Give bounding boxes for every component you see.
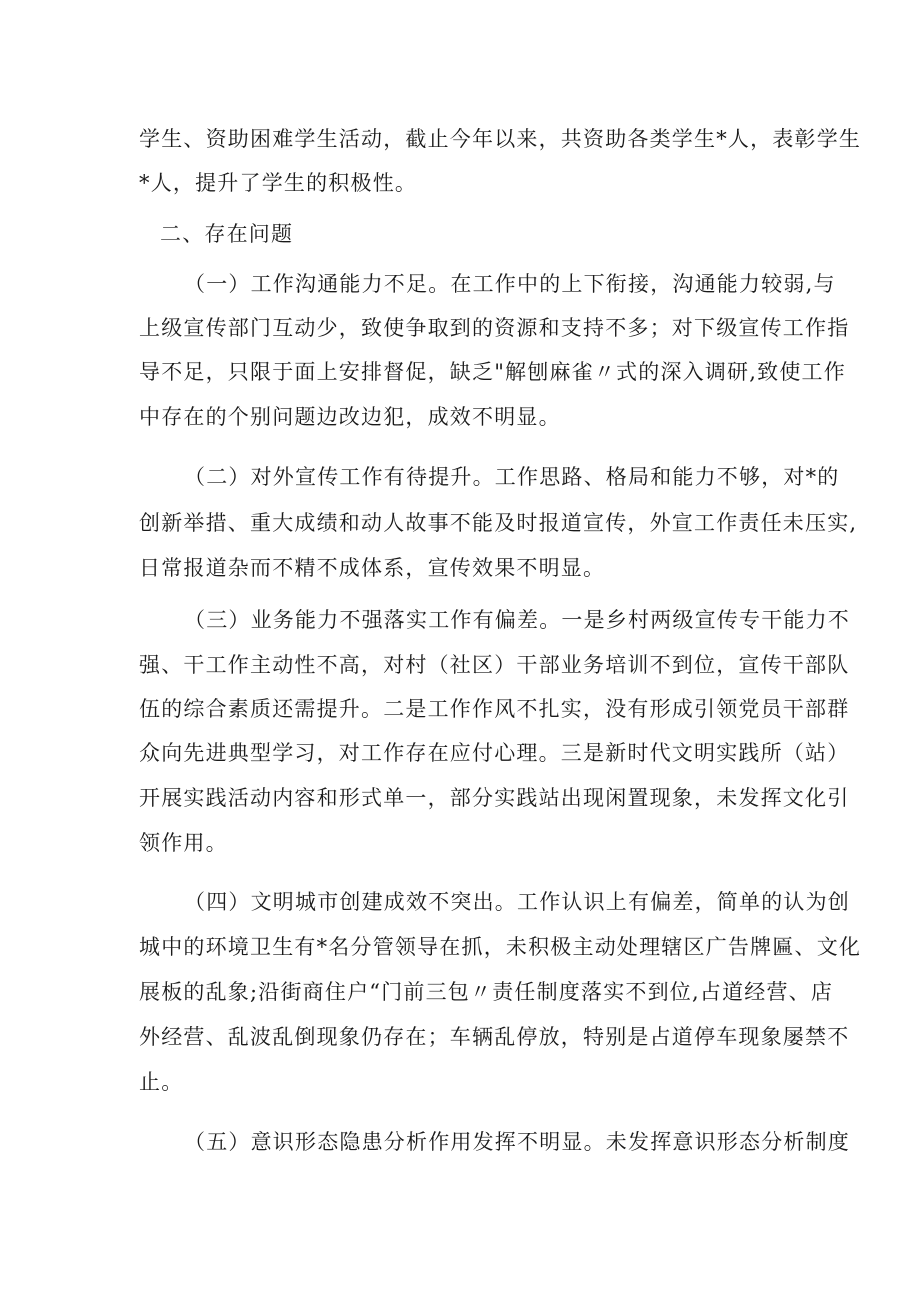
- text-line: 开展实践活动内容和形式单一，部分实践站出现闲置现象，未发挥文化引: [139, 786, 850, 810]
- text-line: 导不足，只限于面上安排督促，缺乏"解刨麻雀〃式的深入调研,致使工作: [139, 360, 846, 384]
- text-line: 创新举措、重大成绩和动人故事不能及时报道宣传，外宣工作责任未压实,: [139, 511, 858, 535]
- text-line: （一）工作沟通能力不足。在工作中的上下衔接，沟通能力较弱,与: [184, 272, 836, 296]
- section-heading: 二、存在问题: [160, 222, 294, 246]
- text-line: 中存在的个别问题边改边犯，成效不明显。: [139, 405, 561, 429]
- text-line: 城中的环境卫生有*名分管领导在抓，未积极主动处理辖区广告牌匾、文化: [139, 935, 862, 959]
- text-line: 展板的乱象;沿街商住户“门前三包〃责任制度落实不到位,占道经营、店: [139, 980, 834, 1004]
- text-line: （二）对外宣传工作有待提升。工作思路、格局和能力不够，对*的: [184, 465, 840, 489]
- text-line: 上级宣传部门互动少，致使争取到的资源和支持不多；对下级宣传工作指: [139, 316, 850, 340]
- text-line: 学生、资助困难学生活动，截止今年以来，共资助各类学生*人，表彰学生: [139, 127, 862, 151]
- text-line: 外经营、乱波乱倒现象仍存在；车辆乱停放，特别是占道停车现象屡禁不: [139, 1025, 850, 1049]
- text-line: 强、干工作主动性不高，对村（社区）干部业务培训不到位，宣传干部队: [139, 653, 850, 677]
- text-line: 伍的综合素质还需提升。二是工作作风不扎实，没有形成引领党员干部群: [139, 697, 850, 721]
- text-line: 领作用。: [139, 831, 228, 855]
- text-line: 日常报道杂而不精不成体系，宣传效果不明显。: [139, 556, 606, 580]
- text-line: （三）业务能力不强落实工作有偏差。一是乡村两级宣传专干能力不: [184, 608, 850, 632]
- text-line: 众向先进典型学习，对工作存在应付心理。三是新时代文明实践所（站）: [139, 741, 850, 765]
- text-line: *人，提升了学生的积极性。: [139, 171, 418, 195]
- text-line: （五）意识形态隐患分析作用发挥不明显。未发挥意识形态分析制度: [184, 1130, 850, 1154]
- text-line: （四）文明城市创建成效不突出。工作认识上有偏差，简单的认为创: [184, 890, 850, 914]
- text-line: 止。: [139, 1070, 184, 1094]
